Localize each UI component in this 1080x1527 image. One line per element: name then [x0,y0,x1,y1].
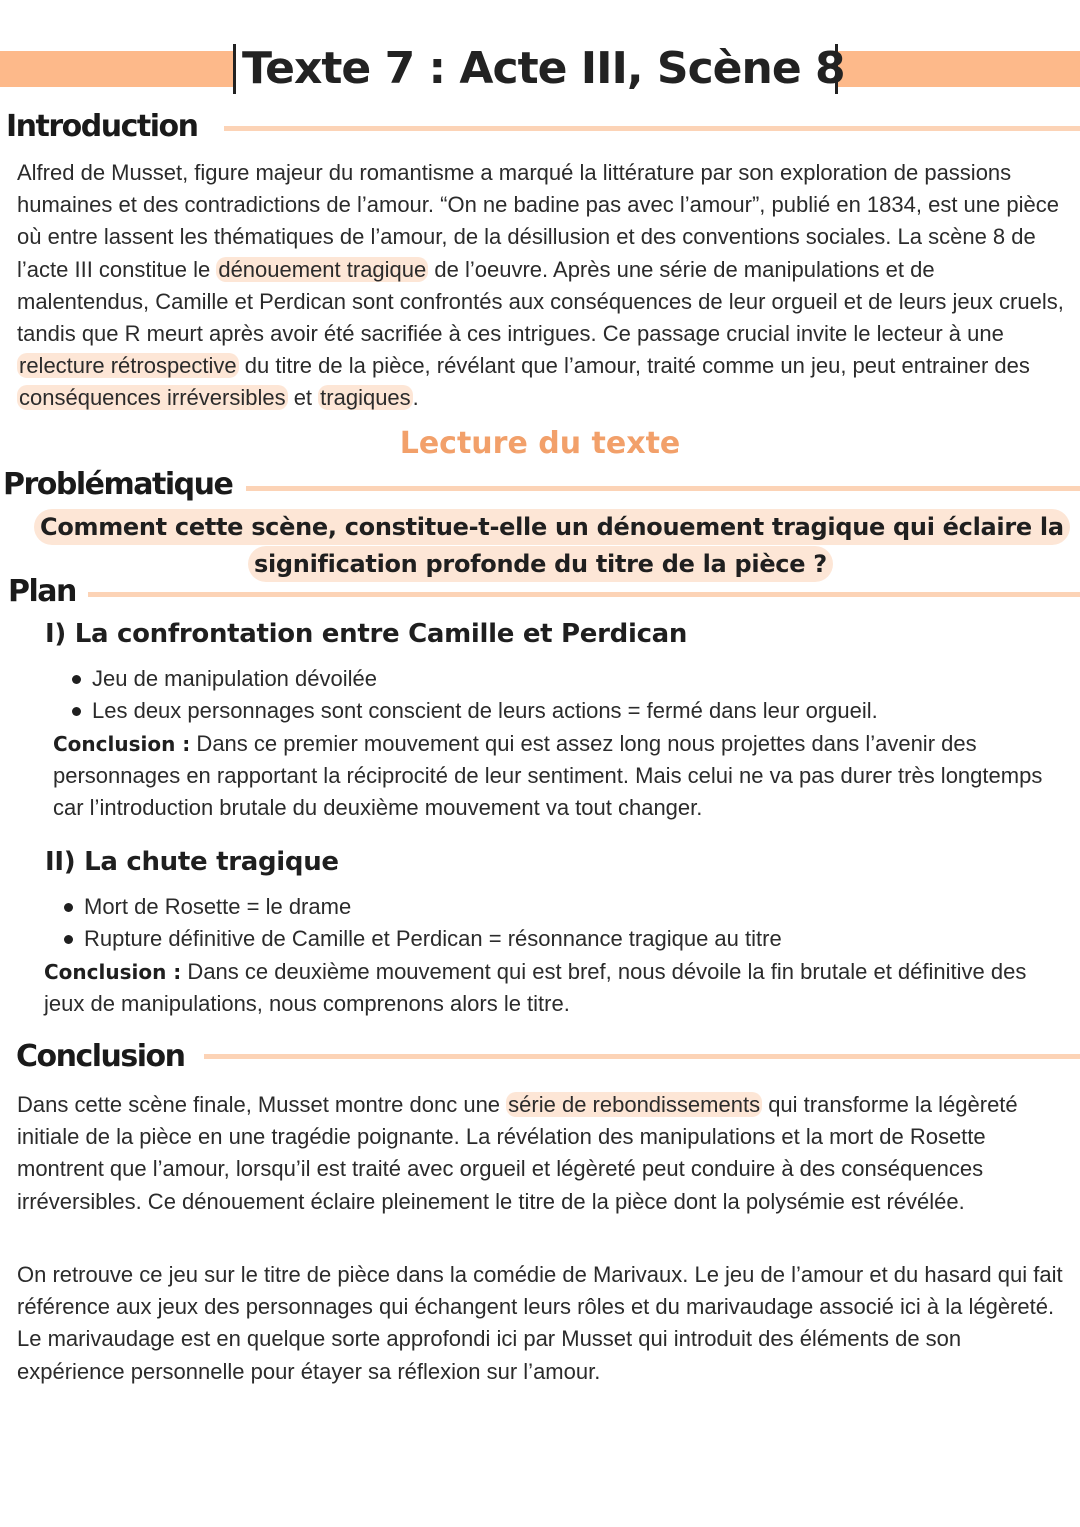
problematique-rule [246,486,1080,491]
conclusion-text: Dans ce premier mouvement qui est assez long nous projettes dans l’avenir des personnages en rapportant la réciprocité de leur sentiment. Mais celui ne va pas durer très longtemps car l’introduction brutale du deuxième mouvement va tout changer. [53,731,1043,821]
problematique-heading: Problématique [3,467,233,502]
highlight-rebondissements: série de rebondissements [508,1092,761,1117]
title-bar-left [0,51,233,87]
page-title: Texte 7 : Acte III, Scène 8 [233,44,838,94]
conclusion-text-1: Dans cette scène finale, Musset montre donc une [17,1092,507,1117]
part-1-conclusion [53,728,1058,825]
list-item: Rupture définitive de Camille et Perdican = résonnance tragique au titre [62,923,782,955]
introduction-rule [224,126,1080,131]
plan-rule [88,592,1080,597]
intro-text-2: de l’oeuvre. Après une série de manipulations et de malentendus, Camille et Perdican sont confrontés aux conséquences de leur orgueil et de leurs jeux cruels, tandis que R meurt après avoir été sacrifiée à ces intrigues. Ce passage crucial invite le lecteur à une [17,256,1064,347]
intro-text-4: et [287,385,319,411]
part-2-title: II) La chute tragique [45,847,339,877]
conclusion-text-2: qui transforme la légèreté initiale de la pièce en une tragédie poignante. La révélation des manipulations et la mort de Rosette montrent que l’amour, lorsqu’il est traité avec orgueil et légèreté peut conduire à des conséquences irréversibles. Ce dénouement éclaire pleinement le titre de la pièce dont la polysémie est révélée. [17,1092,1018,1214]
conclusion-label: Conclusion : [53,732,191,756]
highlight-tragiques: tragiques [320,385,411,411]
plan-heading: Plan [8,574,76,609]
conclusion-label: Conclusion : [44,960,182,984]
list-item: Jeu de manipulation dévoilée [70,663,878,695]
problematique-line-1: Comment cette scène, constitue-t-elle un dénouement tragique qui éclaire la [34,509,1070,545]
conclusion-heading: Conclusion [16,1039,185,1074]
part-1-bullets [70,663,878,728]
highlight-relecture: relecture rétrospective [19,353,237,379]
conclusion-text: Dans ce deuxième mouvement qui est bref, nous dévoile la fin brutale et définitive des jeux de manipulations, nous comprenons alors le titre. [44,959,1027,1017]
conclusion-paragraph-2: On retrouve ce jeu sur le titre de pièce dans la comédie de Marivaux. Le jeu de l’amour et du hasard qui fait référence aux jeux des personnages qui échangent leurs rôles et du marivaudage associé ici à la légèreté. Le marivaudage est en quelque sorte approfondi ici par Musset qui introduit des éléments de son expérience personnelle pour étayer sa réflexion sur l’amour. [17,1262,1063,1384]
part-2-bullets [62,891,782,956]
list-item: Mort de Rosette = le drame [62,891,782,923]
list-item: Les deux personnages sont conscient de leurs actions = fermé dans leur orgueil. [70,695,878,727]
conclusion-paragraph-1 [17,1089,1067,1218]
lecture-du-texte: Lecture du texte [399,426,681,461]
conclusion-rule [204,1054,1080,1059]
title-bar-right [838,51,1080,87]
intro-text-3: du titre de la pièce, révélant que l’amour, traité comme un jeu, peut entrainer des [238,353,1030,379]
introduction-paragraph [17,157,1067,415]
intro-text-1: Alfred de Musset, figure majeur du romantisme a marqué la littérature par son exploration de passions humaines et des contradictions de l’amour. “On ne badine pas avec l’amour”, publié en 1834, est une pièce où entre lassent les thématiques de l’amour, de la désillusion et des conventions sociales. La scène 8 de l’acte III constitue le [17,160,1059,282]
part-1-title: I) La confrontation entre Camille et Perdican [45,619,688,649]
intro-text-5: . [412,385,419,411]
highlight-denouement: dénouement tragique [218,256,427,282]
problematique-line-2: signification profonde du titre de la pièce ? [248,546,833,582]
introduction-heading: Introduction [6,109,198,144]
part-2-conclusion [44,956,1044,1020]
highlight-consequences: conséquences irréversibles [19,385,286,411]
